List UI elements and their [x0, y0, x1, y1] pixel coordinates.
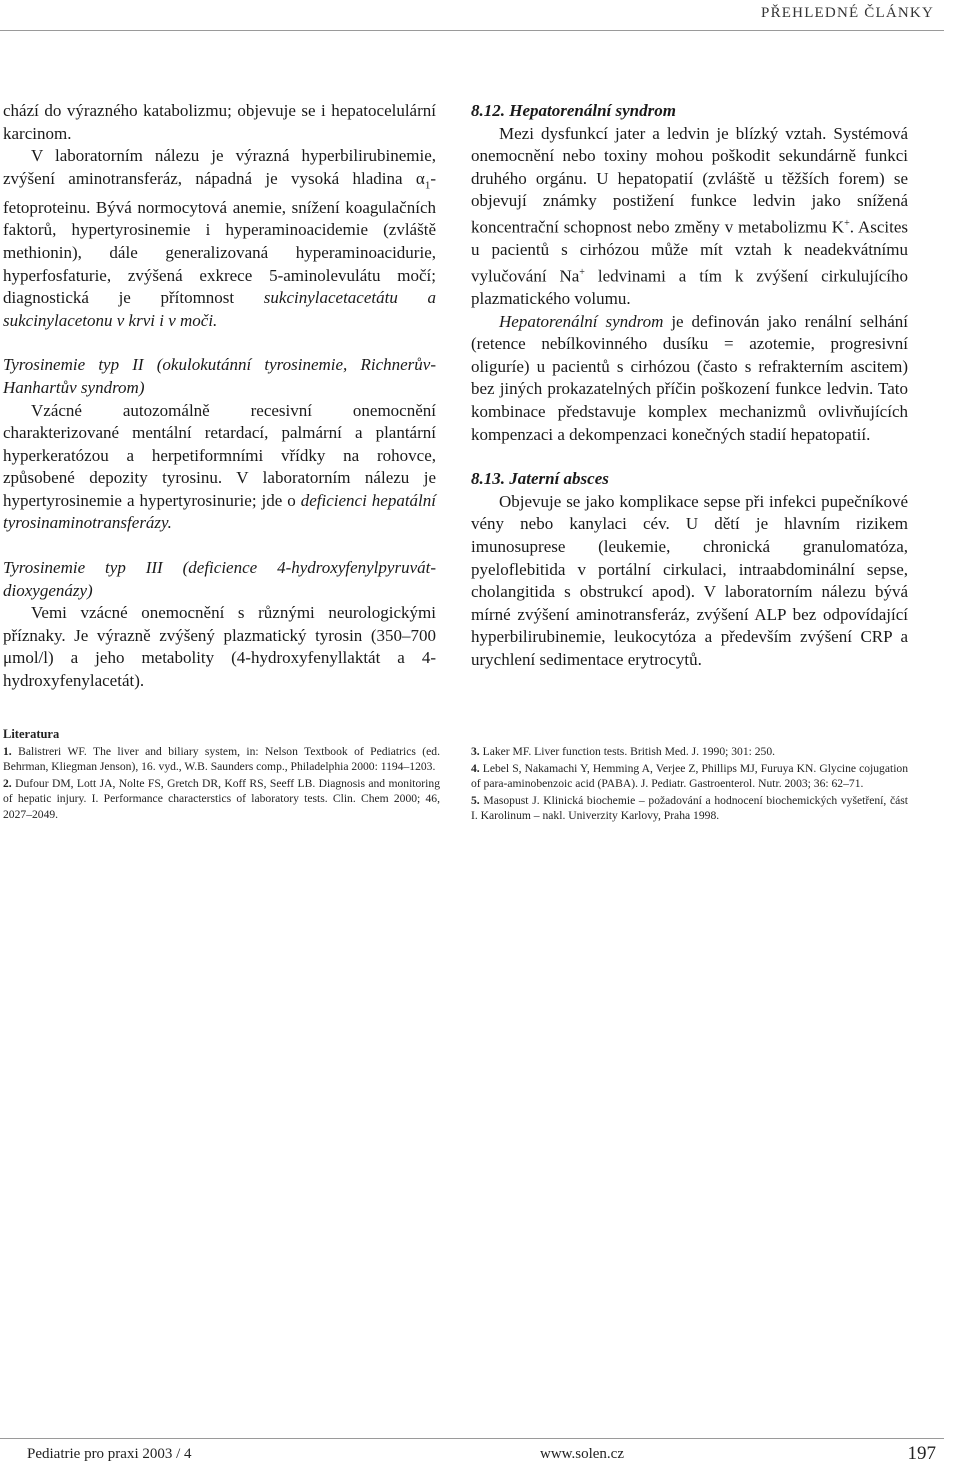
- section-label: PŘEHLEDNÉ ČLÁNKY: [761, 5, 934, 21]
- page-number: 197: [907, 1443, 936, 1464]
- references-left: [3, 727, 440, 824]
- section-heading: 8.13. Jaterní absces: [471, 469, 609, 489]
- paragraph: Objevuje se jako komplikace sepse při infekci pupečníkové vény nebo kanylaci cév. U dětí je hlavním rizikem imunosuprese (leukemie, chronická granulomatóza, pyeloflebitida v portální cirkulaci, intraabdominální sepse, cholangitida s obstrukcí apod). V laboratorním nálezu bývá mírné zvýšení aminotransferáz, zvýšení ALP bez odpovídající hyperbilirubinemie, leukocytóza a především zvýšení CRP a urychlení sedimentace erytrocytů.: [471, 491, 908, 669]
- paragraph: Hepatorenální syndrom je definován jako renální selhání (retence nebílkovinného dusíku = azotemie, progresivní oliguríe) u pacientů s cirhózou (často s refrakterním ascitem) bez jiných prokazatelných příčin poškození funkce ledvin. Tato kombinace představuje komplex mechanizmů ovlivňujících kompenzaci a dekompenzaci konečných stadií hepatopatií.: [471, 311, 908, 444]
- paragraph: V laboratorním nálezu je výrazná hyperbilirubinemie, zvýšení aminotransferáz, nápadná je vysoká hladina $\alpha_1$-fetoproteinu. Bývá normocytová anemie, snížení koagulačních faktorů, hypertyrosinemie i hyperaminoacidemie (zvláště methionin), dále generalizovaná hyperaminoacidurie, hyperfosfaturie, zvýšená exkrece 5-aminolevulátu močí; diagnostická je přítomnost sukcinylacetacetátu a sukcinylacetonu v krvi i v moči.: [3, 146, 436, 330]
- paragraph: chází do výrazného katabolizmu; objevuje se i hepatocelulární karcinom.: [3, 101, 436, 143]
- subsection-heading: Tyrosinemie typ II (okulokutánní tyrosinemie, Richnerův-Hanhartův syndrom): [3, 355, 436, 397]
- header-divider: [0, 30, 944, 31]
- footer-divider: [0, 1438, 944, 1439]
- left-column: [3, 100, 436, 693]
- footer-website: www.solen.cz: [540, 1446, 625, 1462]
- references-title: Literatura: [3, 727, 60, 741]
- reference-item: 3. Laker MF. Liver function tests. British Med. J. 1990; 301: 250.: [471, 745, 776, 758]
- paragraph: Mezi dysfunkcí jater a ledvin je blízký vztah. Systémová onemocnění nebo toxiny mohou poškodit sekundárně funkci druhého orgánu. U hepatopatií (zvláště u těžších forem) se objevují známky postižení funkce ledvin jako snížená koncentrační schopnost nebo změny v metabolizmu K+. Ascites u pacientů s cirhózou může mít vztah k neadekvátnímu vylučování Na+ ledvinami a tím k zvýšení cirkulujícího plazmatického volumu.: [471, 123, 909, 309]
- right-column: [471, 100, 908, 672]
- reference-item: 5. Masopust J. Klinická biochemie – požadování a hodnocení biochemických vyšetření, část I. Karolinum – nakl. Univerzity Karlovy, Praha 1998.: [471, 793, 908, 823]
- alpha-symbol: α: [415, 168, 425, 188]
- paragraph: Vzácné autozomálně recesivní onemocnění charakterizované mentální retardací, palmární a plantární hyperkeratózou a herpetiformními vřídky na rohovce, způsobené depozity tyrosinu. V laboratorním nálezu je hypertyrosinemie a hypertyrosinurie; jde o deficienci hepatální tyrosinaminotransferázy.: [3, 400, 436, 533]
- subsection-heading: Tyrosinemie typ III (deficience 4-hydroxyfenylpyruvát-dioxygenázy): [3, 558, 436, 600]
- references-right: [471, 744, 908, 825]
- footer-journal: Pediatrie pro praxi 2003 / 4: [27, 1446, 192, 1462]
- reference-item: 1. Balistreri WF. The liver and biliary system, in: Nelson Textbook of Pediatrics (ed. Behrman, Kliegman Jenson), 16. vyd., W.B. Saunders comp., Philadelphia 2000: 1194–1203.: [3, 744, 440, 774]
- reference-item: 4. Lebel S, Nakamachi Y, Hemming A, Verjee Z, Phillips MJ, Furuya KN. Glycine cojugation of para-aminobenzoic acid (PABA). J. Pediatr. Gastroenterol. Nutr. 2003; 36: 62–71.: [471, 761, 909, 791]
- reference-item: 2. Dufour DM, Lott JA, Nolte FS, Gretch DR, Koff RS, Seeff LB. Diagnosis and monitoring of hepatic injury. I. Performance characterstics of laboratory tests. Clin. Chem 2000; 46, 2027–2049.: [3, 776, 440, 821]
- paragraph: Vemi vzácné onemocnění s různými neurologickými příznaky. Je výrazně zvýšený plazmatický tyrosin (350–700 μmol/l) a jeho metabolity (4-hydroxyfenyllaktát a 4-hydroxyfenylacetát).: [3, 603, 436, 691]
- section-heading: 8.12. Hepatorenální syndrom: [471, 101, 676, 120]
